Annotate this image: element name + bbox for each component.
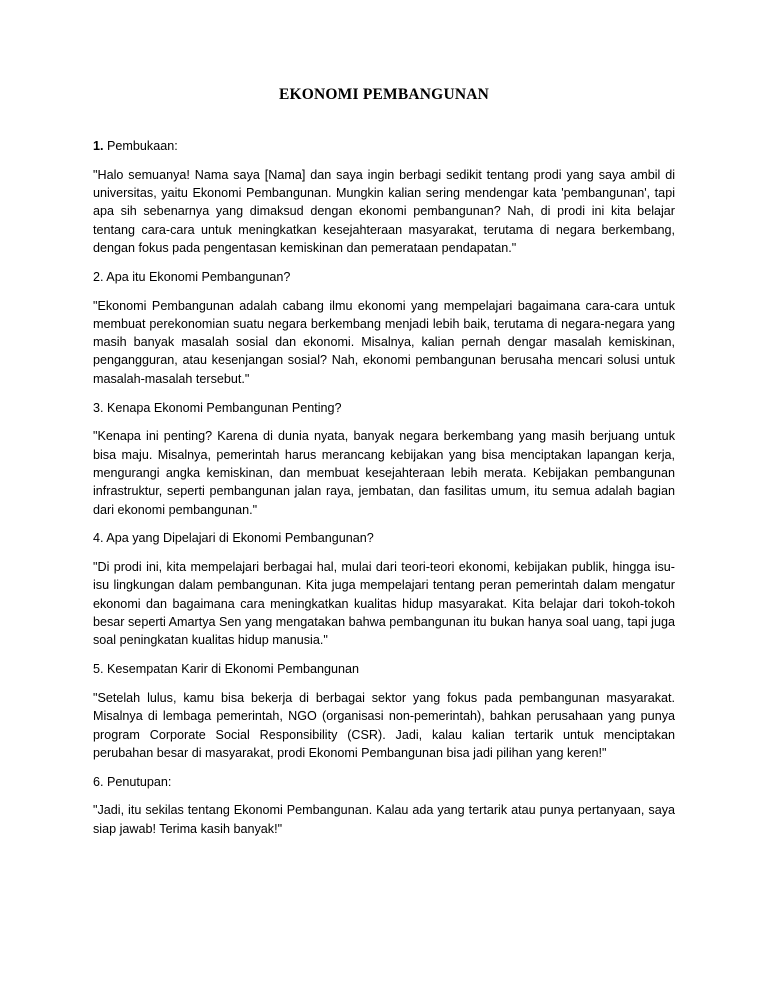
section-paragraph-kenapa-penting: "Kenapa ini penting? Karena di dunia nyata, banyak negara berkembang yang masih berjuang untuk bisa maju. Misalnya, pemerintah harus merancang kebijakan yang bisa menciptakan lapangan kerja, mengurangi angka kemiskinan, dan membuat kesejahteraan lebih merata. Kebijakan pembangunan infrastruktur, seperti pembangunan jalan raya, jembatan, dan fasilitas umum, itu semua adalah bagian dari ekonomi pembangunan." — [93, 429, 675, 517]
section-heading-text: Pembukaan: — [103, 139, 178, 153]
document-body — [93, 137, 675, 849]
section-heading-apa-itu: 2. Apa itu Ekonomi Pembangunan? — [93, 269, 291, 284]
section-paragraph-apa-itu: "Ekonomi Pembangunan adalah cabang ilmu ekonomi yang mempelajari bagaimana cara-cara untuk membuat perekonomian suatu negara berkembang menjadi lebih baik, terutama di negara-negara yang masih banyak masalah sosial dan ekonomi. Misalnya, kalian pernah dengar masalah kemiskinan, pengangguran, atau kesenjangan sosial? Nah, ekonomi pembangunan berusaha mencari solusi untuk masalah-masalah tersebut." — [93, 298, 675, 386]
section-heading-pembukaan — [93, 137, 675, 155]
section-paragraph-dipelajari: "Di prodi ini, kita mempelajari berbagai hal, mulai dari teori-teori ekonomi, kebijakan publik, hingga isu-isu lingkungan dalam pembangunan. Kita juga mempelajari tentang peran pemerintah dalam mengatur ekonomi dan bagaimana cara meningkatkan kualitas hidup masyarakat. Kita belajar dari tokoh-tokoh besar seperti Amartya Sen yang mengatakan bahwa pembangunan itu bukan hanya soal uang, tapi juga soal peningkatan kualitas hidup manusia." — [93, 560, 675, 648]
section-heading-dipelajari: 4. Apa yang Dipelajari di Ekonomi Pembangunan? — [93, 531, 374, 546]
section-paragraph-karir: "Setelah lulus, kamu bisa bekerja di berbagai sektor yang fokus pada pembangunan masyarakat. Misalnya di lembaga pemerintah, NGO (organisasi non-pemerintah), bahkan perusahaan yang punya program Corporate Social Responsibility (CSR). Jadi, kalau kalian tertarik untuk menciptakan perubahan besar di masyarakat, prodi Ekonomi Pembangunan bisa jadi pilihan yang keren!" — [93, 690, 675, 760]
section-heading-penutupan: 6. Penutupan: — [93, 774, 172, 789]
section-heading-kenapa-penting: 3. Kenapa Ekonomi Pembangunan Penting? — [93, 400, 342, 415]
document-title: EKONOMI PEMBANGUNAN — [278, 86, 490, 103]
section-paragraph-pembukaan: "Halo semuanya! Nama saya [Nama] dan saya ingin berbagi sedikit tentang prodi yang saya ambil di universitas, yaitu Ekonomi Pembangunan. Mungkin kalian sering mendengar kata 'pembangunan', tapi apa sih sebenarnya yang dimaksud dengan ekonomi pembangunan? Nah, di prodi ini kita belajar tentang cara-cara untuk meningkatkan kesejahteraan masyarakat, terutama di negara berkembang, dengan fokus pada pengentasan kemiskinan dan pemerataan pendapatan." — [93, 167, 675, 255]
section-paragraph-penutupan: "Jadi, itu sekilas tentang Ekonomi Pembangunan. Kalau ada yang tertarik atau punya pertanyaan, saya siap jawab! Terima kasih banyak!" — [93, 803, 675, 836]
section-heading-karir: 5. Kesempatan Karir di Ekonomi Pembangunan — [93, 662, 360, 677]
section-number: 1. — [93, 139, 104, 153]
